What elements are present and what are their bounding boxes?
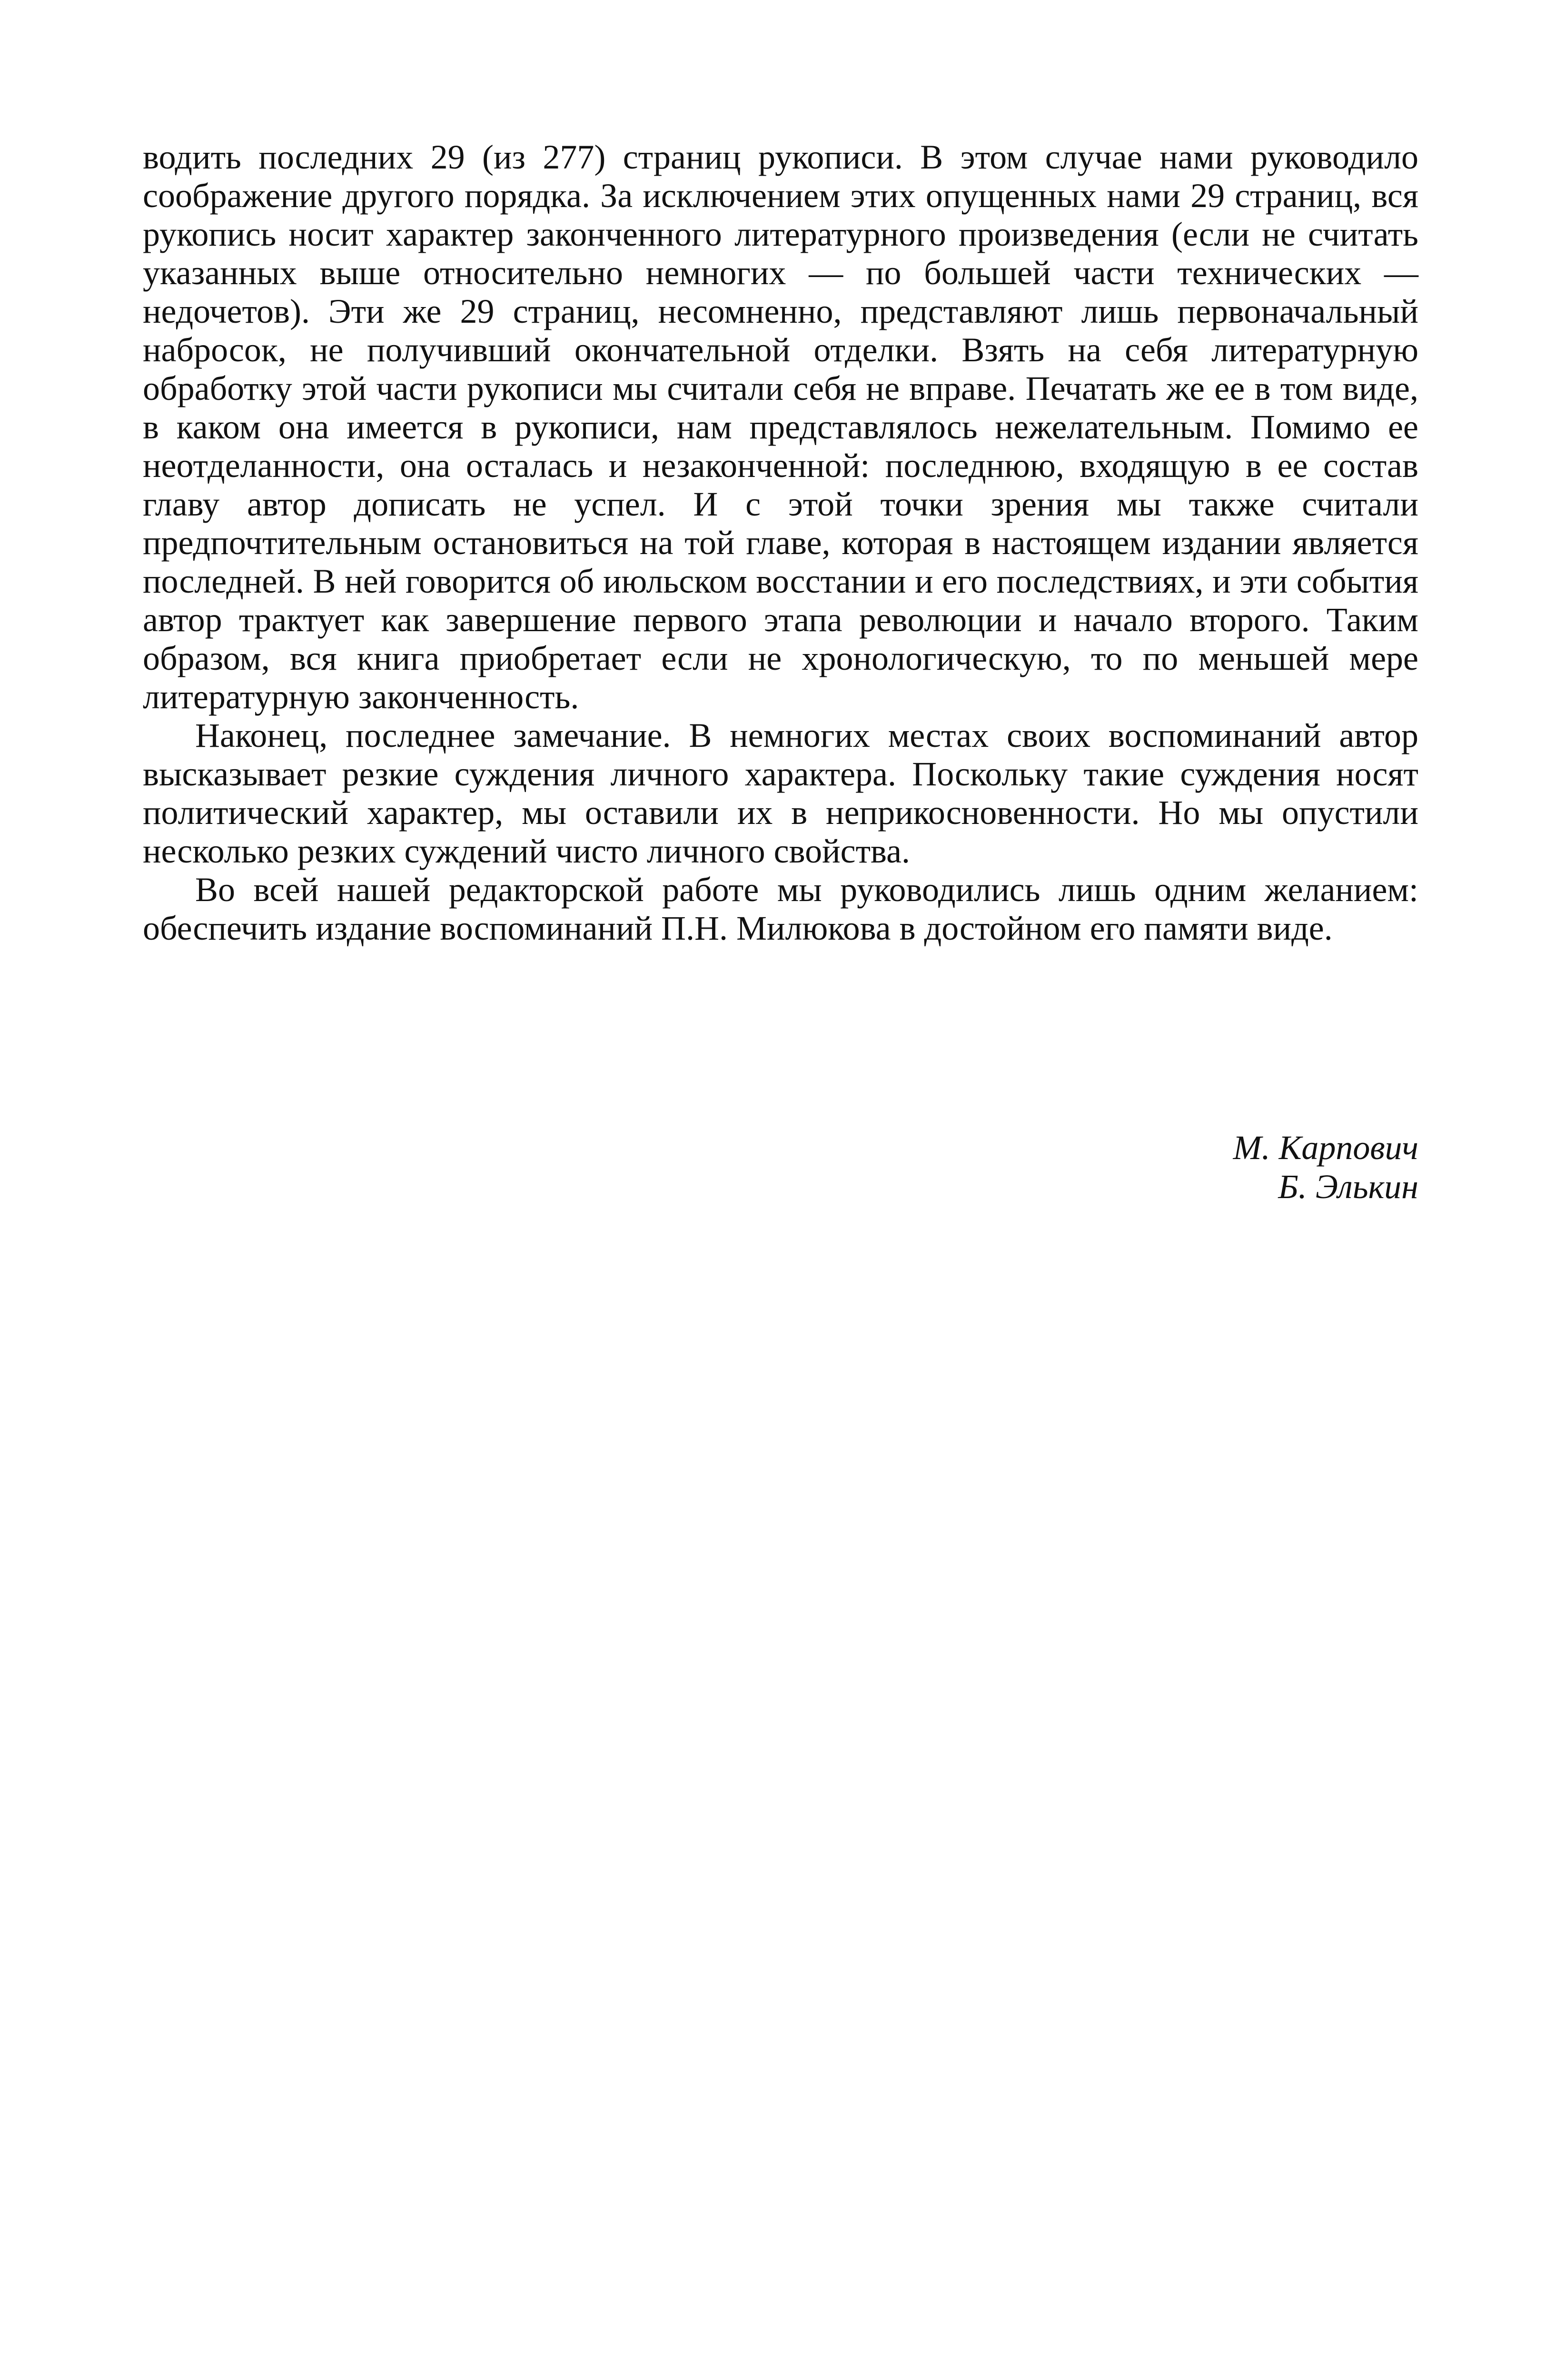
signature-block [1233,1128,1418,1206]
paragraph-continuation: водить последних 29 (из 277) страниц рукописи. В этом случае нами руководило соображение другого порядка. За исключением этих опущенных нами 29 страниц, вся рукопись носит характер законченного литературного произведения (если не считать указанных выше относительно немногих — по большей части технических — недочетов). Эти же 29 страниц, несомненно, представляют лишь первоначальный набросок, не получивший окончательной отделки. Взять на себя литературную обработку этой части рукописи мы считали себя не вправе. Печатать же ее в том виде, в каком она имеется в рукописи, нам представлялось нежелательным. Помимо ее неотделанности, она осталась и незаконченной: последнюю, входящую в ее состав главу автор дописать не успел. И с этой точки зрения мы также считали предпочтительным остановиться на той главе, которая в настоящем издании является последней. В ней говорится об июльском восстании и его последствиях, и эти события автор трактует как завершение первого этапа революции и начало второго. Таким образом, вся книга приобретает если не хронологическую, то по меньшей мере литературную законченность. [143,138,1418,716]
signature-karpovich: М. Карпович [1233,1129,1418,1167]
paragraph-final-remark: Наконец, последнее замечание. В немногих местах своих воспоминаний автор высказывает резкие суждения личного характера. Поскольку такие суждения носят политический характер, мы оставили их в неприкосновенности. Но мы опустили несколько резких суждений чисто личного свойства. [143,716,1418,870]
body-text [143,138,1418,948]
paragraph-editorial-goal: Во всей нашей редакторской работе мы руководились лишь одним желанием: обеспечить издание воспоминаний П.Н. Милюкова в достойном его памяти виде. [143,871,1418,947]
signature-elkin: Б. Элькин [1278,1168,1418,1206]
